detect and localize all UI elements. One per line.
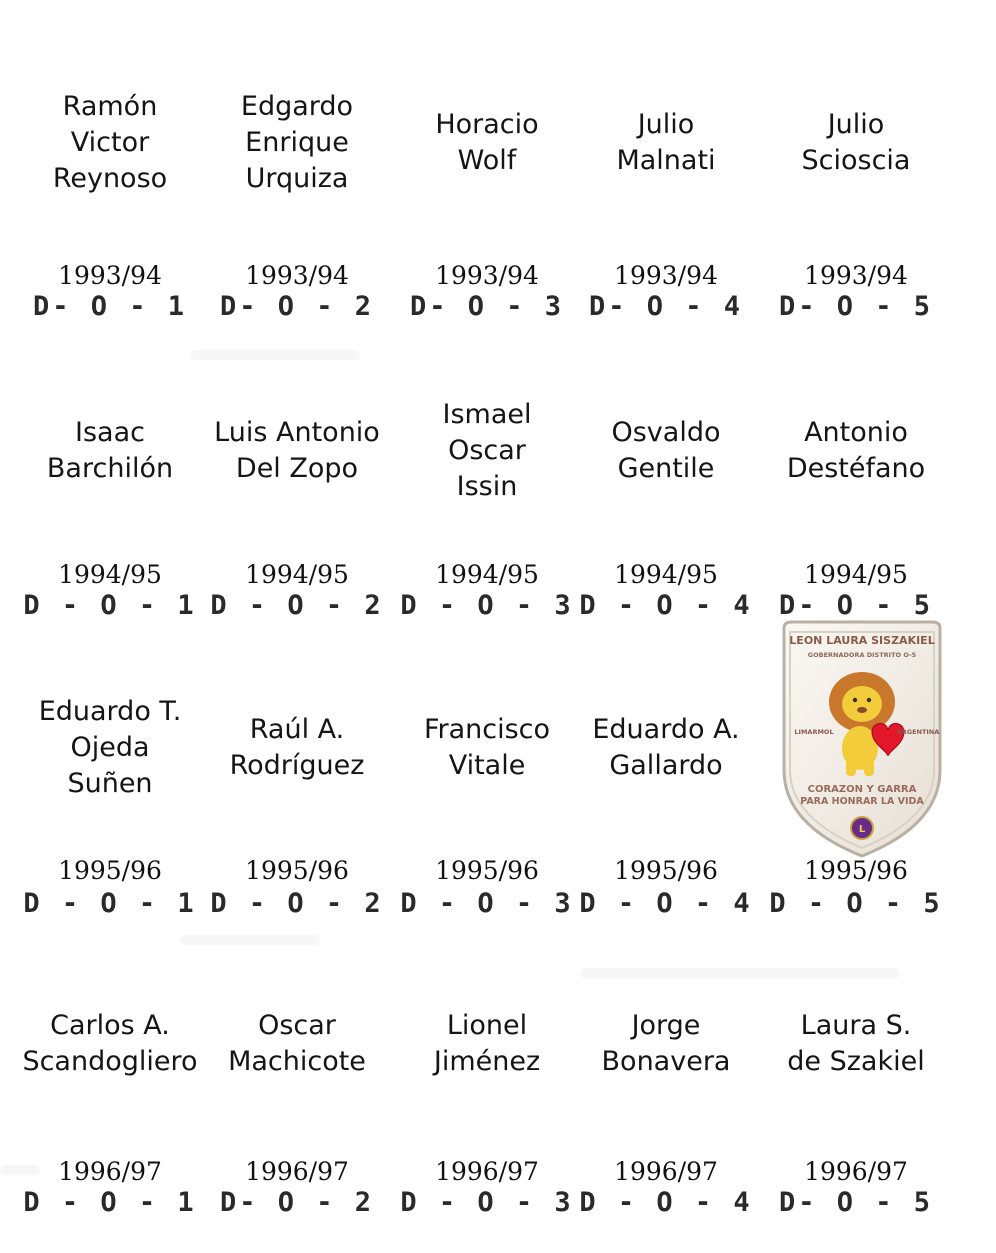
member-name bbox=[392, 712, 582, 784]
term-year: 1994/95 bbox=[58, 560, 162, 589]
term-year: 1996/97 bbox=[58, 1157, 162, 1186]
district-code: D- O - 5 bbox=[778, 291, 934, 322]
member-name-line: Carlos A. bbox=[50, 1010, 170, 1041]
term-year: 1995/96 bbox=[435, 856, 539, 885]
term-year: 1993/94 bbox=[58, 261, 162, 290]
district-code: D - O - 4 bbox=[579, 1187, 753, 1218]
member-name-line: Luis Antonio bbox=[214, 417, 380, 448]
member-name-line: Suñen bbox=[67, 768, 153, 799]
district-code: D - O - 3 bbox=[400, 888, 574, 919]
district-code: D - O - 4 bbox=[579, 888, 753, 919]
district-code: D- O - 2 bbox=[219, 1187, 375, 1218]
member-name-line: Ojeda bbox=[70, 732, 150, 763]
district-code: D - O - 3 bbox=[400, 590, 574, 621]
member-name-line: Malnati bbox=[616, 145, 716, 176]
district-code: D - O - 3 bbox=[400, 1187, 574, 1218]
district-code: D - O - 5 bbox=[769, 888, 943, 919]
member-name bbox=[15, 1008, 205, 1080]
member-name bbox=[15, 415, 205, 487]
term-year: 1994/95 bbox=[245, 560, 349, 589]
member-name-line: Francisco bbox=[423, 714, 551, 745]
member-name bbox=[15, 694, 205, 802]
member-name-line: Lionel bbox=[446, 1010, 528, 1041]
member-name-line: Reynoso bbox=[52, 163, 168, 194]
member-name-line: Gallardo bbox=[609, 750, 723, 781]
pin-sub-text: GOBERNADORA DISTRITO O-5 bbox=[807, 651, 917, 659]
term-year: 1995/96 bbox=[245, 856, 349, 885]
term-year: 1993/94 bbox=[804, 261, 908, 290]
pin-motto-2: PARA HONRAR LA VIDA bbox=[800, 796, 924, 807]
term-year: 1996/97 bbox=[435, 1157, 539, 1186]
member-name-line: Rodríguez bbox=[229, 750, 365, 781]
district-code: D- O - 4 bbox=[588, 291, 744, 322]
lions-emblem-icon bbox=[851, 817, 873, 839]
term-year: 1996/97 bbox=[614, 1157, 718, 1186]
svg-text:L: L bbox=[858, 824, 866, 835]
district-code: D - O - 1 bbox=[23, 888, 197, 919]
term-year: 1994/95 bbox=[804, 560, 908, 589]
term-year: 1996/97 bbox=[804, 1157, 908, 1186]
term-year: 1993/94 bbox=[614, 261, 718, 290]
member-name-line: Osvaldo bbox=[611, 417, 721, 448]
member-name bbox=[392, 397, 582, 505]
member-name-line: Victor bbox=[70, 127, 150, 158]
term-year: 1995/96 bbox=[58, 856, 162, 885]
term-year: 1995/96 bbox=[614, 856, 718, 885]
member-name-line: Scandogliero bbox=[22, 1046, 198, 1077]
member-name-line: Enrique bbox=[245, 127, 349, 158]
member-name-line: Edgardo bbox=[240, 91, 354, 122]
scan-smudge bbox=[0, 1165, 40, 1175]
member-name-line: de Szakiel bbox=[787, 1046, 925, 1077]
term-year: 1993/94 bbox=[435, 261, 539, 290]
scan-smudge bbox=[180, 935, 320, 945]
member-name-line: Issin bbox=[456, 471, 518, 502]
member-name bbox=[761, 1008, 951, 1080]
pin-right-text: ARGENTINA bbox=[896, 728, 940, 736]
term-year: 1994/95 bbox=[435, 560, 539, 589]
member-name bbox=[392, 1008, 582, 1080]
pin-motto-1: CORAZON Y GARRA bbox=[807, 784, 917, 795]
member-name bbox=[761, 415, 951, 487]
member-name-line: Destéfano bbox=[786, 453, 926, 484]
member-name-line: Raúl A. bbox=[249, 714, 345, 745]
member-name-line: Oscar bbox=[258, 1010, 336, 1041]
term-year: 1994/95 bbox=[614, 560, 718, 589]
member-name bbox=[392, 107, 582, 179]
term-year: 1995/96 bbox=[804, 856, 908, 885]
scan-smudge bbox=[190, 350, 360, 360]
district-code: D - O - 1 bbox=[23, 1187, 197, 1218]
member-name-line: Jiménez bbox=[433, 1046, 541, 1077]
district-code: D- O - 3 bbox=[409, 291, 565, 322]
member-name-line: Julio bbox=[637, 109, 695, 140]
district-code: D- O - 1 bbox=[32, 291, 188, 322]
member-name-line: Oscar bbox=[448, 435, 526, 466]
member-name bbox=[571, 107, 761, 179]
member-name-line: Isaac bbox=[75, 417, 145, 448]
district-code: D- O - 5 bbox=[778, 1187, 934, 1218]
member-name-line: Laura S. bbox=[800, 1010, 912, 1041]
member-name bbox=[202, 1008, 392, 1080]
member-name-line: Julio bbox=[827, 109, 885, 140]
district-code: D - O - 4 bbox=[579, 590, 753, 621]
member-name bbox=[571, 415, 761, 487]
member-name-line: Ramón bbox=[62, 91, 158, 122]
district-code: D - O - 1 bbox=[23, 590, 197, 621]
member-name-line: Vitale bbox=[448, 750, 526, 781]
pin-top-text: LEON LAURA SISZAKIEL bbox=[789, 634, 935, 647]
district-code: D - O - 2 bbox=[210, 888, 384, 919]
member-name-line: Ismael bbox=[442, 399, 532, 430]
member-name-line: Eduardo T. bbox=[38, 696, 182, 727]
member-name bbox=[571, 712, 761, 784]
member-name bbox=[761, 107, 951, 179]
member-name-line: Gentile bbox=[617, 453, 715, 484]
district-code: D- O - 2 bbox=[219, 291, 375, 322]
member-name-line: Eduardo A. bbox=[592, 714, 740, 745]
pin-left-text: LIMARMOL bbox=[794, 728, 834, 736]
member-name bbox=[15, 89, 205, 197]
member-name-line: Bonavera bbox=[601, 1046, 731, 1077]
scan-smudge bbox=[580, 968, 900, 978]
district-code: D - O - 2 bbox=[210, 590, 384, 621]
member-name bbox=[202, 712, 392, 784]
member-name bbox=[571, 1008, 761, 1080]
member-name-line: Horacio bbox=[435, 109, 539, 140]
term-year: 1993/94 bbox=[245, 261, 349, 290]
lions-club-pin-badge bbox=[778, 620, 946, 860]
member-name-line: Scioscia bbox=[801, 145, 911, 176]
member-name-line: Wolf bbox=[457, 145, 517, 176]
term-year: 1996/97 bbox=[245, 1157, 349, 1186]
member-name-line: Del Zopo bbox=[235, 453, 359, 484]
member-name bbox=[202, 415, 392, 487]
district-code: D- O - 5 bbox=[778, 590, 934, 621]
member-name-line: Barchilón bbox=[46, 453, 174, 484]
member-name-line: Urquiza bbox=[245, 163, 349, 194]
member-name-line: Machicote bbox=[228, 1046, 366, 1077]
member-name bbox=[202, 89, 392, 197]
member-name-line: Jorge bbox=[631, 1010, 701, 1041]
member-name-line: Antonio bbox=[804, 417, 908, 448]
